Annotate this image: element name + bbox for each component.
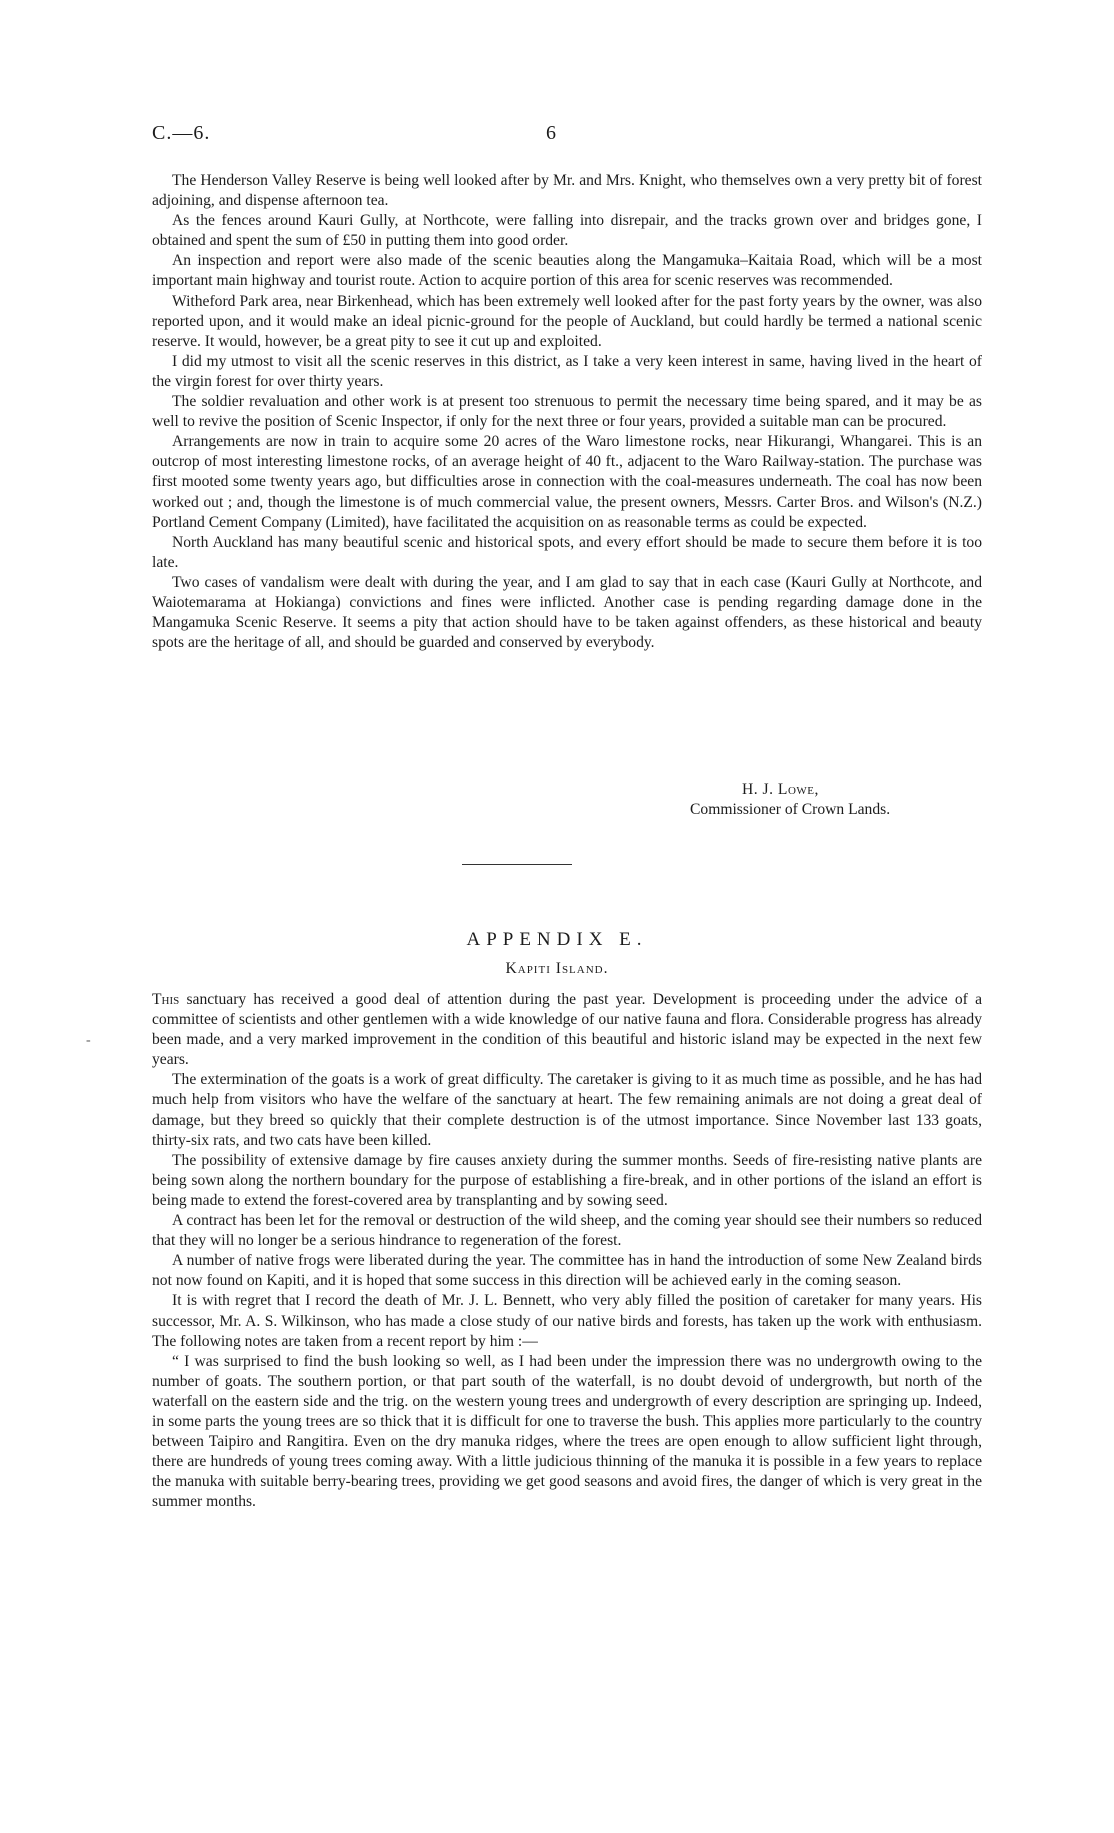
paragraph: The Henderson Valley Reserve is being well looked after by Mr. and Mrs. Knight, who themselves own a very pretty bit of forest adjoining, and dispense afternoon tea. [152, 172, 982, 210]
appendix-body [152, 990, 982, 1512]
signature-name: H. J. Lowe, [742, 781, 819, 798]
paragraph: The soldier revaluation and other work is at present too strenuous to permit the necessary time being spared, and it may be as well to revive the position of Scenic Inspector, if only for the next three or four years, provided a suitable man can be procured. [152, 393, 982, 431]
paragraph: The extermination of the goats is a work of great difficulty. The caretaker is giving to it as much time as possible, and he has had much help from visitors who have the welfare of the sanctuary at heart. The few remaining animals are not doing a great deal of damage, but they breed so quickly that their complete destruction is of the utmost importance. Since November last 133 goats, thirty-six rats, and two cats have been killed. [152, 1071, 982, 1149]
paragraph: North Auckland has many beautiful scenic and historical spots, and every effort should be made to secure them before it is too late. [152, 533, 982, 571]
paragraph: The possibility of extensive damage by fire causes anxiety during the summer months. Seeds of fire-resisting native plants are being sown along the northern boundary for the purpose of establishing a fire-break, and in other portions of the island an effort is being made to extend the forest-covered area by transplanting and by sowing seed. [152, 1151, 982, 1209]
paragraph: Two cases of vandalism were dealt with during the year, and I am glad to say that in each case (Kauri Gully at Northcote, and Waiotemarama at Hokianga) convictions and fines were inflicted. Another case is pending regarding damage done in the Mangamuka Scenic Reserve. It seems a pity that action should have to be taken against offenders, as these historical and beauty spots are the heritage of all, and should be guarded and conserved by everybody. [152, 573, 982, 652]
report-body [152, 171, 982, 653]
paragraph: As the fences around Kauri Gully, at Northcote, were falling into disrepair, and the tracks grown over and bridges gone, I obtained and spent the sum of £50 in putting them into good order. [152, 212, 982, 250]
paragraph: A contract has been let for the removal or destruction of the wild sheep, and the coming year should see their numbers so reduced that they will no longer be a serious hindrance to regeneration of the forest. [152, 1212, 982, 1250]
paragraph: Witheford Park area, near Birkenhead, which has been extremely well looked after for the past forty years by the owner, was also reported upon, and it would make an ideal picnic-ground for the people of Auckland, but could hardly be termed a national scenic reserve. It would, however, be a great pity to see it cut up and exploited. [152, 292, 982, 350]
signature-title: Commissioner of Crown Lands. [690, 801, 891, 818]
paragraph: A number of native frogs were liberated during the year. The committee has in hand the introduction of some New Zealand birds not now found on Kapiti, and it is hoped that some success in this direction will be achieved early in the coming season. [152, 1252, 982, 1290]
quoted-paragraph: “ I was surprised to find the bush looking so well, as I had been under the impression there was no undergrowth owing to the number of goats. The southern portion, or that part south of the waterfall, is no doubt devoid of undergrowth, but north of the waterfall on the eastern side and the trig. on the western young trees and undergrowth of every description are springing up. Indeed, in some parts the young trees are so thick that it is difficult for one to traverse the bush. This applies more particularly to the country between Taipiro and Rangitira. Even on the dry manuka ridges, where the trees are open enough to allow sufficient light through, there are hundreds of young trees coming away. With a little judicious thinning of the manuka it is possible in a few years to replace the manuka with suitable berry-bearing trees, providing we get good seasons and avoid fires, the danger of which is very great in the summer months. [152, 1352, 982, 1511]
paragraph: I did my utmost to visit all the scenic reserves in this district, as I take a very keen interest in same, having lived in the heart of the virgin forest for over thirty years. [152, 352, 982, 390]
appendix-subtitle: Kapiti Island. [505, 960, 609, 977]
section-divider [462, 864, 572, 865]
paragraph: Arrangements are now in train to acquire some 20 acres of the Waro limestone rocks, near Hikurangi, Whangarei. This is an outcrop of most interesting limestone rocks, of an average height of 40 ft., adjacent to the Waro Railway-station. The purchase was first mooted some twenty years ago, but difficulties arose in connection with the coal-measures underneath. The coal has now been worked out ; and, though the limestone is of much commercial value, the present owners, Messrs. Carter Bros. and Wilson's (N.Z.) Portland Cement Company (Limited), have facilitated the acquisition on as reasonable terms as could be expected. [152, 433, 982, 531]
paragraph-text: sanctuary has received a good deal of attention during the past year. Development is proceeding under the advice of a committee of scientists and other gentlemen with a wide knowledge of our native fauna and flora. Considerable progress has already been made, and a very marked improvement in the condition of this beautiful and historic island may be expected in the next few years. [152, 991, 982, 1069]
paragraph: It is with regret that I record the death of Mr. J. L. Bennett, who very ably filled the position of caretaker for many years. His successor, Mr. A. S. Wilkinson, who has made a close study of our native birds and forests, has taken up the work with enthusiasm. The following notes are taken from a recent report by him :— [152, 1292, 982, 1350]
appendix-title: APPENDIX E. [466, 929, 648, 950]
document-reference: C.—6. [152, 122, 211, 144]
paragraph: An inspection and report were also made of the scenic beauties along the Mangamuka–Kaitaia Road, which will be a most important main highway and tourist route. Action to acquire portion of this area for scenic reserves was recommended. [152, 252, 982, 290]
lead-word: This [152, 991, 180, 1008]
page-number: 6 [546, 122, 556, 144]
margin-mark: - [86, 1033, 91, 1048]
signature-block [152, 780, 982, 820]
paragraph [152, 990, 982, 1070]
